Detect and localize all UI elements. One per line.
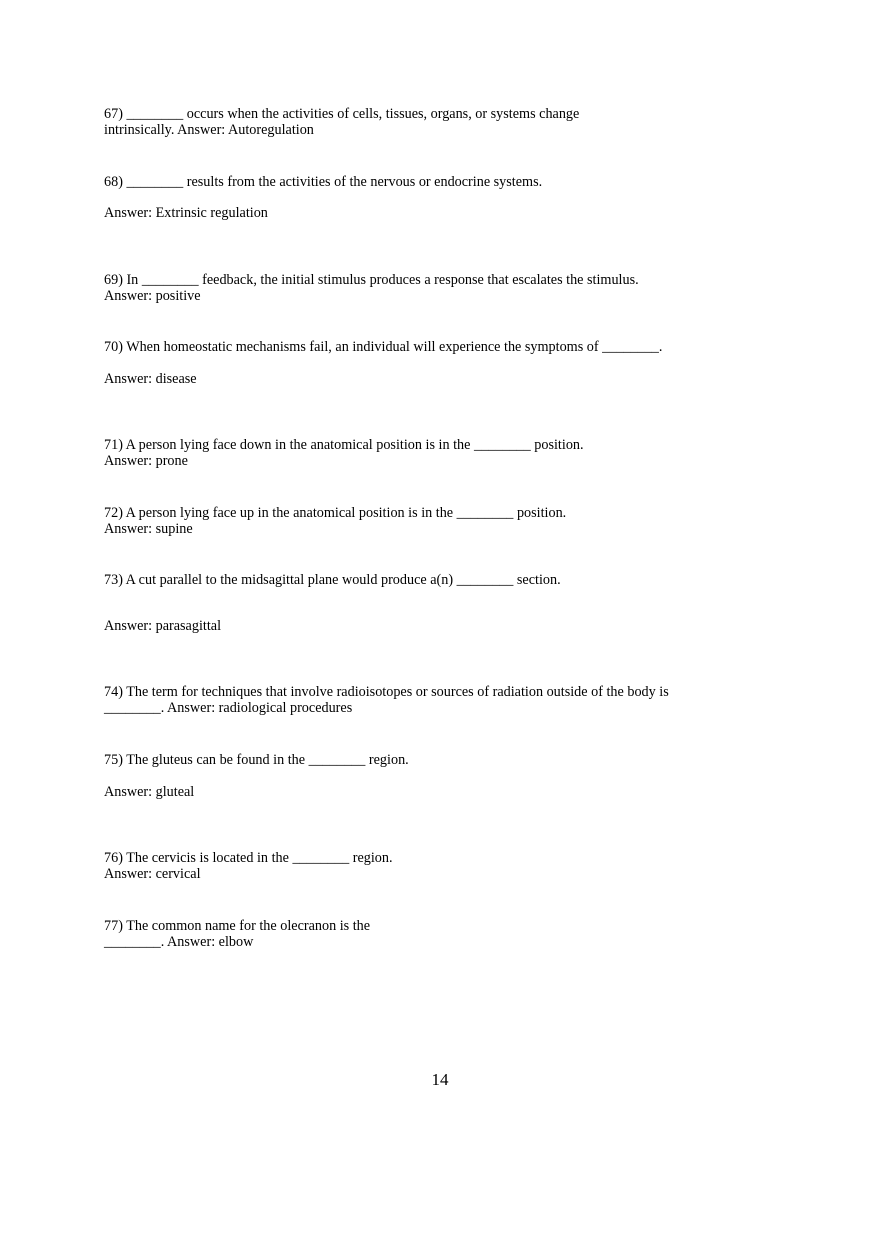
page-number: 14 <box>431 1070 449 1089</box>
question-71-answer: Answer: prone <box>104 453 188 469</box>
question-68-answer: Answer: Extrinsic regulation <box>104 205 268 221</box>
question-72-answer: Answer: supine <box>104 521 193 537</box>
question-67-line-2: intrinsically. Answer: Autoregulation <box>104 122 314 138</box>
question-75-answer: Answer: gluteal <box>104 784 195 800</box>
question-74-line-2: ________. Answer: radiological procedures <box>104 700 353 716</box>
question-69-line-1: 69) In ________ feedback, the initial stimulus produces a response that escalates the stimulus. <box>104 272 639 288</box>
question-67-line-1: 67) ________ occurs when the activities of cells, tissues, organs, or systems change <box>104 106 580 122</box>
question-73-answer: Answer: parasagittal <box>104 618 222 634</box>
question-69-answer: Answer: positive <box>104 288 201 304</box>
question-76-answer: Answer: cervical <box>104 866 201 882</box>
question-77-line-1: 77) The common name for the olecranon is the <box>104 918 371 934</box>
question-75-line-1: 75) The gluteus can be found in the ________ region. <box>104 752 409 768</box>
question-70-line-1: 70) When homeostatic mechanisms fail, an individual will experience the symptoms of ________. <box>104 339 663 355</box>
question-68-line-1: 68) ________ results from the activities of the nervous or endocrine systems. <box>104 174 543 190</box>
question-77-line-2: ________. Answer: elbow <box>104 934 254 950</box>
question-71-line-1: 71) A person lying face down in the anatomical position is in the ________ position. <box>104 437 584 453</box>
question-76-line-1: 76) The cervicis is located in the ________ region. <box>104 850 393 866</box>
question-70-answer: Answer: disease <box>104 371 197 387</box>
question-74-line-1: 74) The term for techniques that involve radioisotopes or sources of radiation outside of the body is <box>104 684 669 700</box>
question-73-line-1: 73) A cut parallel to the midsagittal plane would produce a(n) ________ section. <box>104 572 561 588</box>
question-72-line-1: 72) A person lying face up in the anatomical position is in the ________ position. <box>104 505 567 521</box>
